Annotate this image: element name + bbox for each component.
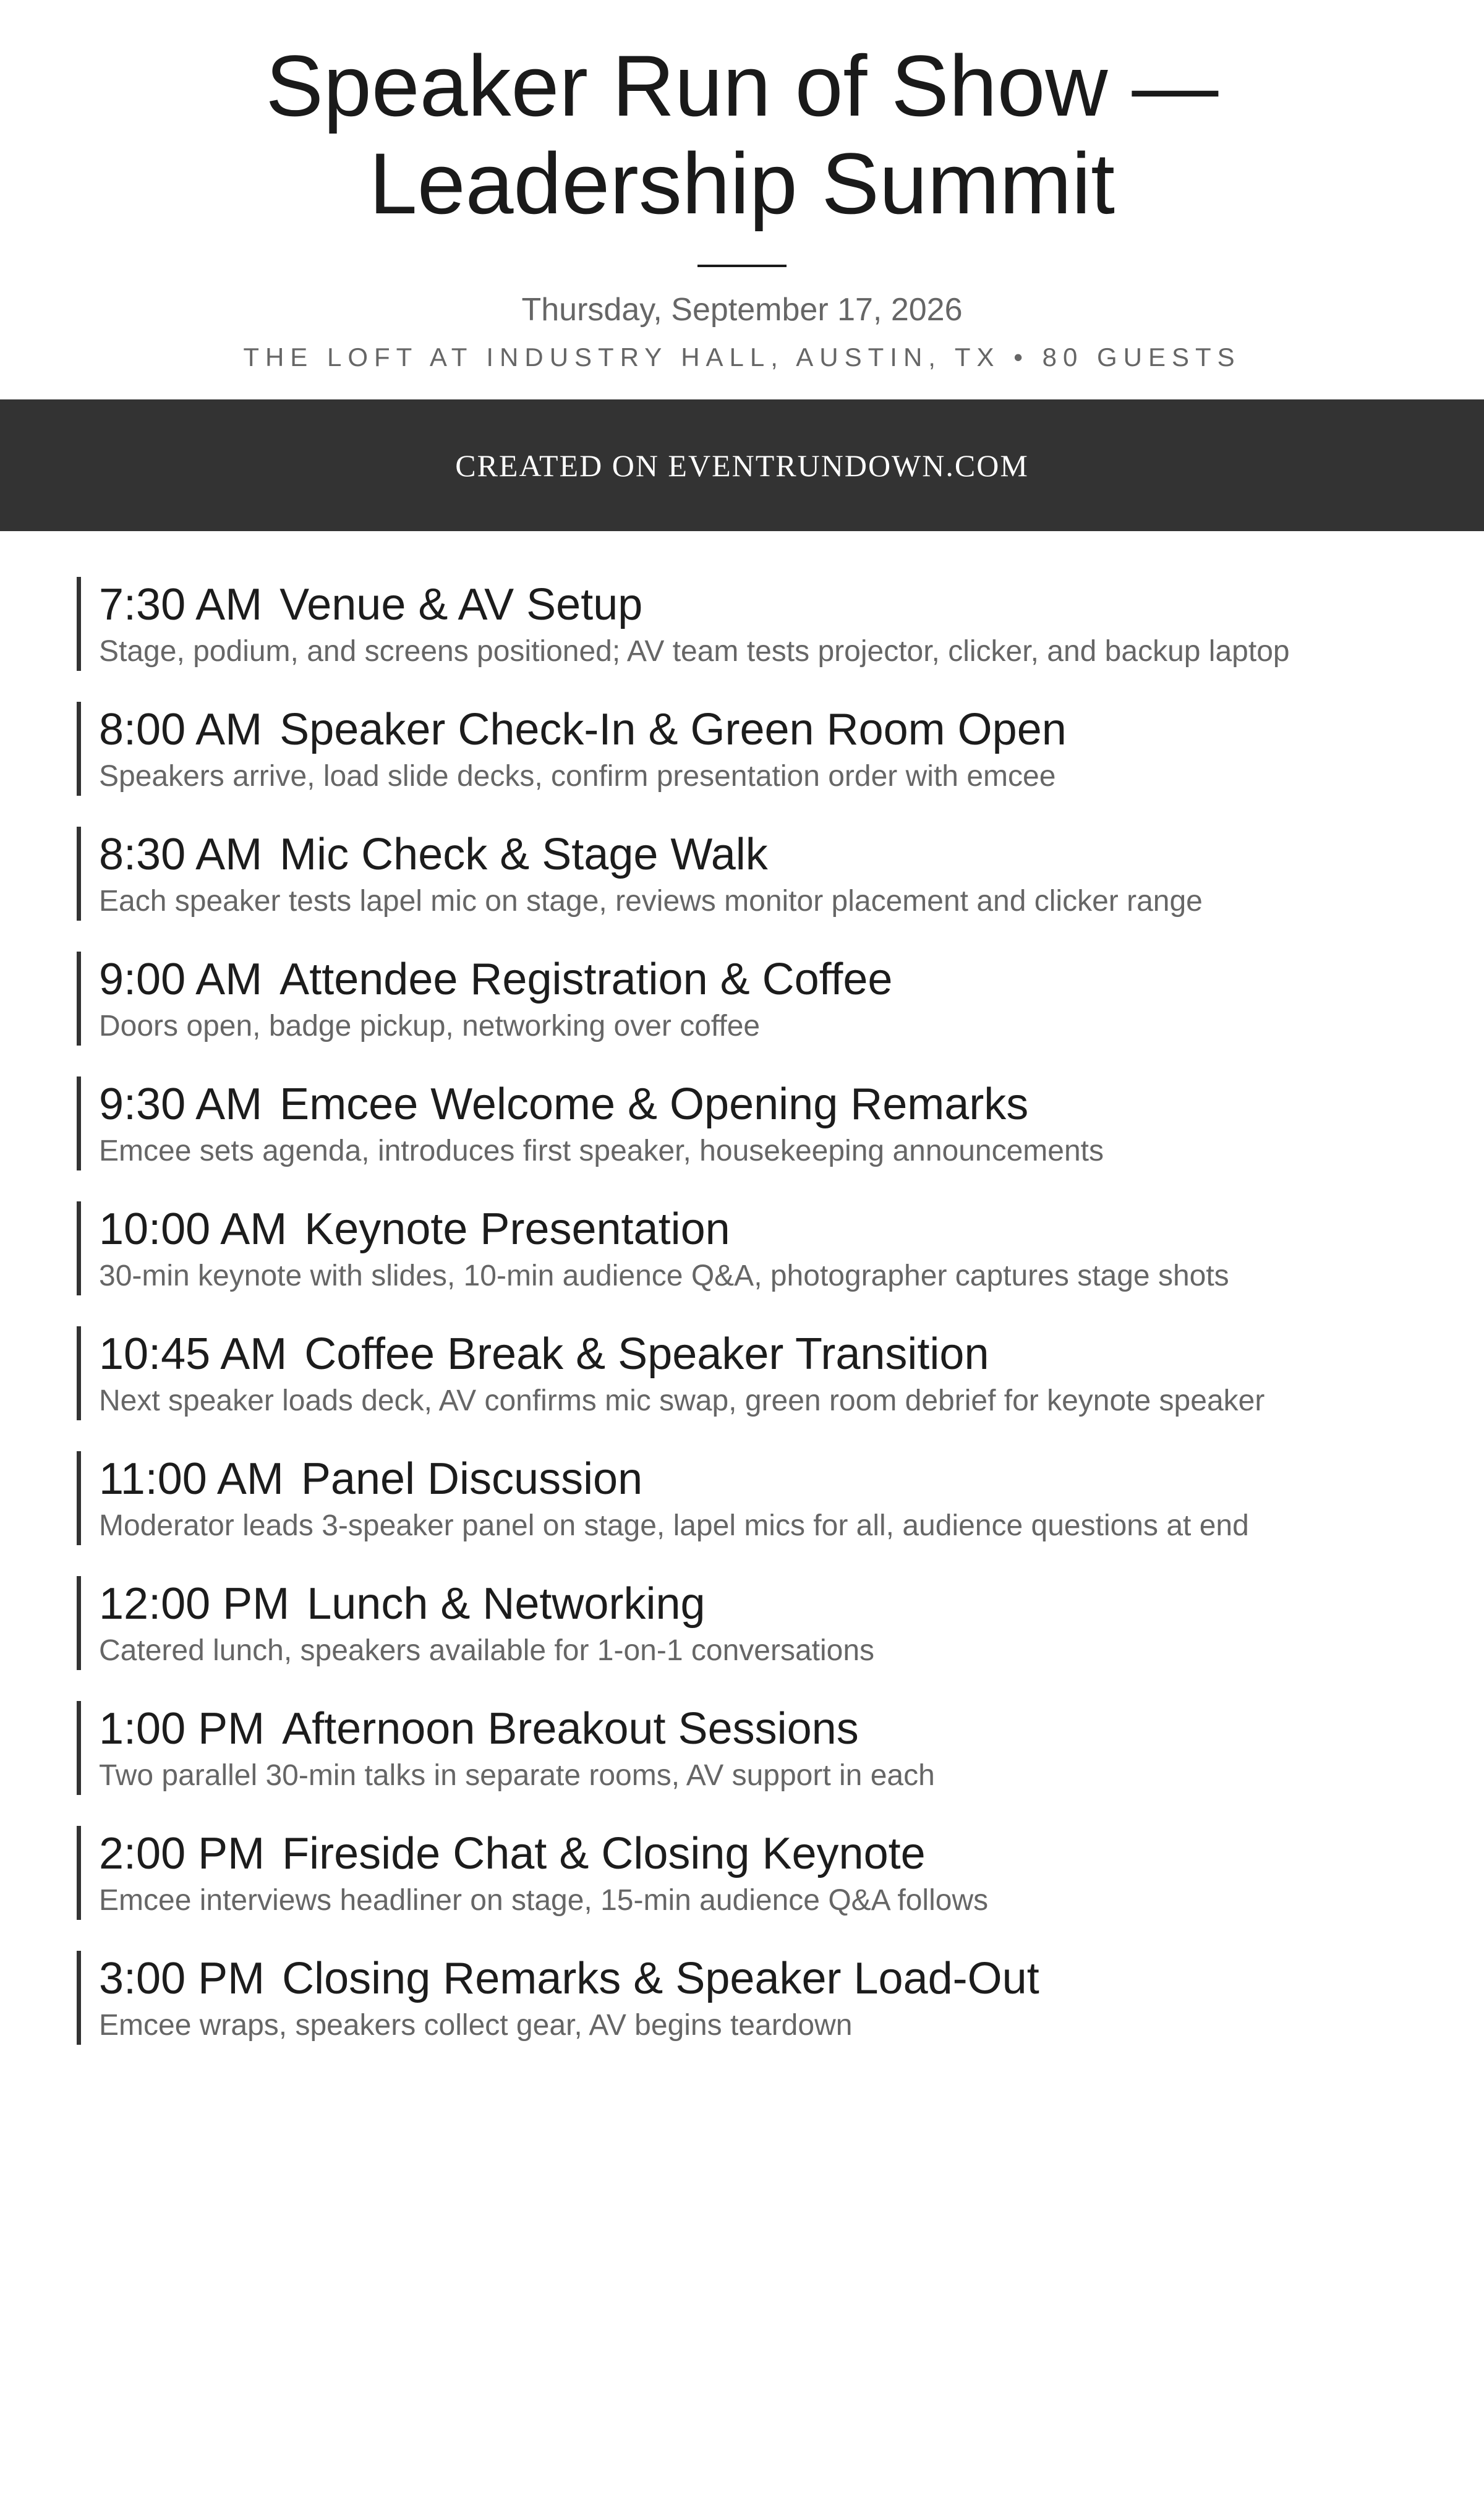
item-description: Stage, podium, and screens positioned; AV team tests projector, clicker, and backup laptop (99, 635, 1290, 668)
item-title: Fireside Chat & Closing Keynote (282, 1829, 926, 1878)
item-time: 1:00 PM (99, 1704, 265, 1754)
schedule-item (77, 1201, 1407, 1295)
item-description: Each speaker tests lapel mic on stage, reviews monitor placement and clicker range (99, 885, 1203, 918)
item-title: Speaker Check-In & Green Room Open (279, 705, 1067, 754)
item-time: 9:00 AM (99, 955, 263, 1004)
item-title: Afternoon Breakout Sessions (282, 1704, 859, 1754)
schedule-item (77, 1951, 1407, 2045)
item-time: 3:00 PM (99, 1954, 265, 2003)
item-description: Emcee wraps, speakers collect gear, AV begins teardown (99, 2009, 853, 2042)
title-line-2: Leadership Summit (369, 135, 1115, 232)
item-time: 10:45 AM (99, 1329, 288, 1379)
item-description: Catered lunch, speakers available for 1-on-1 conversations (99, 1634, 875, 1667)
schedule-item (77, 1326, 1407, 1420)
title-line-1: Speaker Run of Show — (265, 37, 1219, 134)
event-date: Thursday, September 17, 2026 (521, 292, 963, 328)
schedule-list (77, 577, 1407, 2076)
schedule-item (77, 1451, 1407, 1545)
item-description: 30-min keynote with slides, 10-min audience Q&A, photographer captures stage shots (99, 1260, 1229, 1292)
item-description: Doors open, badge pickup, networking over coffee (99, 1010, 761, 1042)
item-time: 8:00 AM (99, 705, 263, 754)
item-time: 2:00 PM (99, 1829, 265, 1878)
item-description: Two parallel 30-min talks in separate rooms, AV support in each (99, 1759, 935, 1792)
item-title: Keynote Presentation (304, 1204, 730, 1254)
schedule-item (77, 1076, 1407, 1170)
item-description: Next speaker loads deck, AV confirms mic swap, green room debrief for keynote speaker (99, 1384, 1265, 1417)
schedule-item (77, 1826, 1407, 1920)
item-title: Coffee Break & Speaker Transition (304, 1329, 989, 1379)
item-title: Attendee Registration & Coffee (279, 955, 893, 1004)
schedule-item (77, 1576, 1407, 1670)
schedule-item (77, 827, 1407, 921)
page-title (0, 37, 1484, 232)
item-time: 7:30 AM (99, 580, 263, 629)
item-description: Speakers arrive, load slide decks, confirm presentation order with emcee (99, 760, 1056, 793)
event-venue: THE LOFT AT INDUSTRY HALL, AUSTIN, TX • 80 GUESTS (243, 343, 1241, 372)
schedule-item (77, 952, 1407, 1046)
item-description: Moderator leads 3-speaker panel on stage, lapel mics for all, audience questions at end (99, 1509, 1249, 1542)
item-description: Emcee interviews headliner on stage, 15-min audience Q&A follows (99, 1884, 989, 1917)
item-title: Venue & AV Setup (279, 580, 643, 629)
item-title: Closing Remarks & Speaker Load-Out (282, 1954, 1039, 2003)
banner-text: CREATED ON EVENTRUNDOWN.COM (455, 448, 1029, 483)
schedule-item (77, 577, 1407, 671)
item-time: 11:00 AM (99, 1454, 284, 1504)
schedule-item (77, 1701, 1407, 1795)
item-time: 10:00 AM (99, 1204, 288, 1254)
schedule-item (77, 702, 1407, 796)
item-title: Panel Discussion (301, 1454, 643, 1504)
item-title: Lunch & Networking (307, 1579, 706, 1629)
item-title: Emcee Welcome & Opening Remarks (279, 1080, 1029, 1129)
item-description: Emcee sets agenda, introduces first speaker, housekeeping announcements (99, 1135, 1104, 1167)
item-time: 12:00 PM (99, 1579, 290, 1629)
item-time: 8:30 AM (99, 830, 263, 879)
item-time: 9:30 AM (99, 1080, 263, 1129)
title-divider (697, 265, 787, 267)
created-on-banner (0, 399, 1484, 531)
item-title: Mic Check & Stage Walk (279, 830, 768, 879)
